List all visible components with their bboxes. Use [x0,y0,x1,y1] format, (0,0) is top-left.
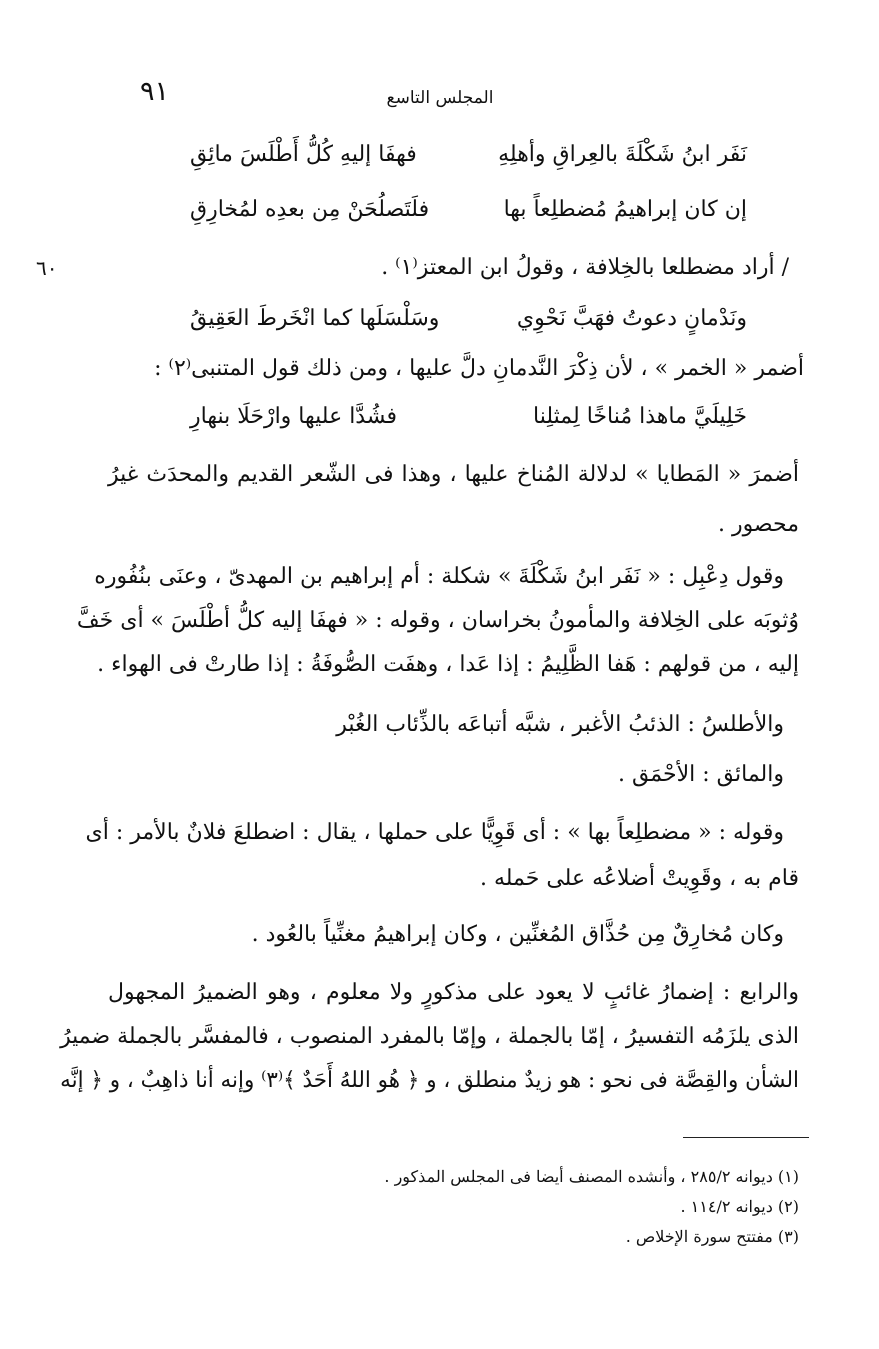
footnote: (٣) مفتتح سورة الإخلاص . [625,1227,799,1246]
margin-reference-number: ٦٠ [36,256,58,280]
verse-hemistich-second: فهفَا إليهِ كُلُّ أَطْلَسَ مائِقِ [190,142,417,167]
footnote: (٢) ديوانه ١١٤/٢ . [680,1197,799,1216]
prose-line: والمائق : الأحْمَق . [617,762,784,787]
verse-hemistich-second: فلَتَصلُحَنْ مِن بعدِه لمُخارِقِ [190,197,430,222]
verse-line [190,195,747,225]
prose-line: أضمر « الخمر » ، لأن ذِكْرَ النَّدمانِ دلَّ عليها ، ومن ذلك قول المتنبى⁽٢⁾ : [154,356,804,381]
verse-hemistich-second: وسَلْسَلَها كما انْخَرطَ العَقِيقُ [190,306,440,331]
prose-line: أضمرَ « المَطايا » لدلالة المُناخ عليها ، وهذا فى الشّعر القديم والمحدَث غيرُ [108,462,799,487]
prose-line: الذى يلزَمُه التفسيرُ ، إمّا بالجملة ، وإمّا بالمفرد المنصوب ، فالمفسَّر بالجملة ضميرُ [60,1024,800,1049]
verse-hemistich-first: خَلِيلَيَّ ماهذا مُناخًا لِمثلِنا [533,404,747,429]
verse-hemistich-first: ونَدْمانٍ دعوتُ فهَبَّ نَحْوِي [516,306,747,331]
prose-line: وُثوبَه على الخِلافة والمأمونُ بخراسان ، وقوله : « فهفَا إليه كلُّ أطْلَسَ » أى خَفَّ [76,608,799,633]
page-number: ٩١ [140,76,170,107]
prose-line: الشأن والقِصَّة فى نحو : هو زيدٌ منطلق ، و ﴿ هُو اللهُ أَحَدٌ ﴾⁽٣⁾ وإنه أنا ذاهِبٌ ، و ﴿ إنَّه [60,1068,799,1093]
prose-line: والرابع : إضمارُ غائبٍ لا يعود على مذكورٍ ولا معلوم ، وهو الضميرُ المجهول [108,980,799,1005]
prose-line: محصور . [717,512,799,537]
verse-hemistich-first: نَفَر ابنُ شَكْلَةَ بالعِراقِ وأهلِهِ [498,142,747,167]
prose-line: وقوله : « مضطلِعاً بها » : أى قَوِيًّا على حملها ، يقال : اضطلعَ فلانٌ بالأمر : أى [85,820,784,845]
footnote-divider [683,1137,809,1138]
prose-line: وكان مُخارِقٌ مِن حُذَّاق المُغنِّين ، وكان إبراهيمُ مغنِّياً بالعُود . [251,922,784,947]
verse-line [190,140,747,170]
prose-line: / أراد مضطلعا بالخِلافة ، وقولُ ابن المعتز⁽١⁾ . [381,255,789,280]
verse-hemistich-first: إن كان إبراهيمُ مُضطلِعاً بها [503,197,747,222]
chapter-title: المجلس التاسع [386,88,494,108]
verse-line [190,304,747,334]
prose-line: وقول دِعْبِل : « نَفَر ابنُ شَكْلَةَ » شكلة : أم إبراهيم بن المهدىّ ، وعنَى بنُفُوره [94,564,784,589]
verse-line [190,402,747,432]
prose-line: إليه ، من قولهم : هَفا الظَّلِيمُ : إذا عَدا ، وهفَت الصُّوفَةُ : إذا طارتْ فى الهواء . [97,652,799,677]
prose-line: والأطلسُ : الذئبُ الأغبر ، شبَّه أتباعَه بالذِّئاب الغُبْر [336,712,784,737]
prose-line: قام به ، وقَوِيتْ أضلاعُه على حَمله . [479,866,799,891]
footnote: (١) ديوانه ٢٨٥/٢ ، وأنشده المصنف أيضا فى المجلس المذكور . [384,1167,799,1186]
verse-hemistich-second: فشُدَّا عليها وارْحَلَا بنهارِ [190,404,397,429]
